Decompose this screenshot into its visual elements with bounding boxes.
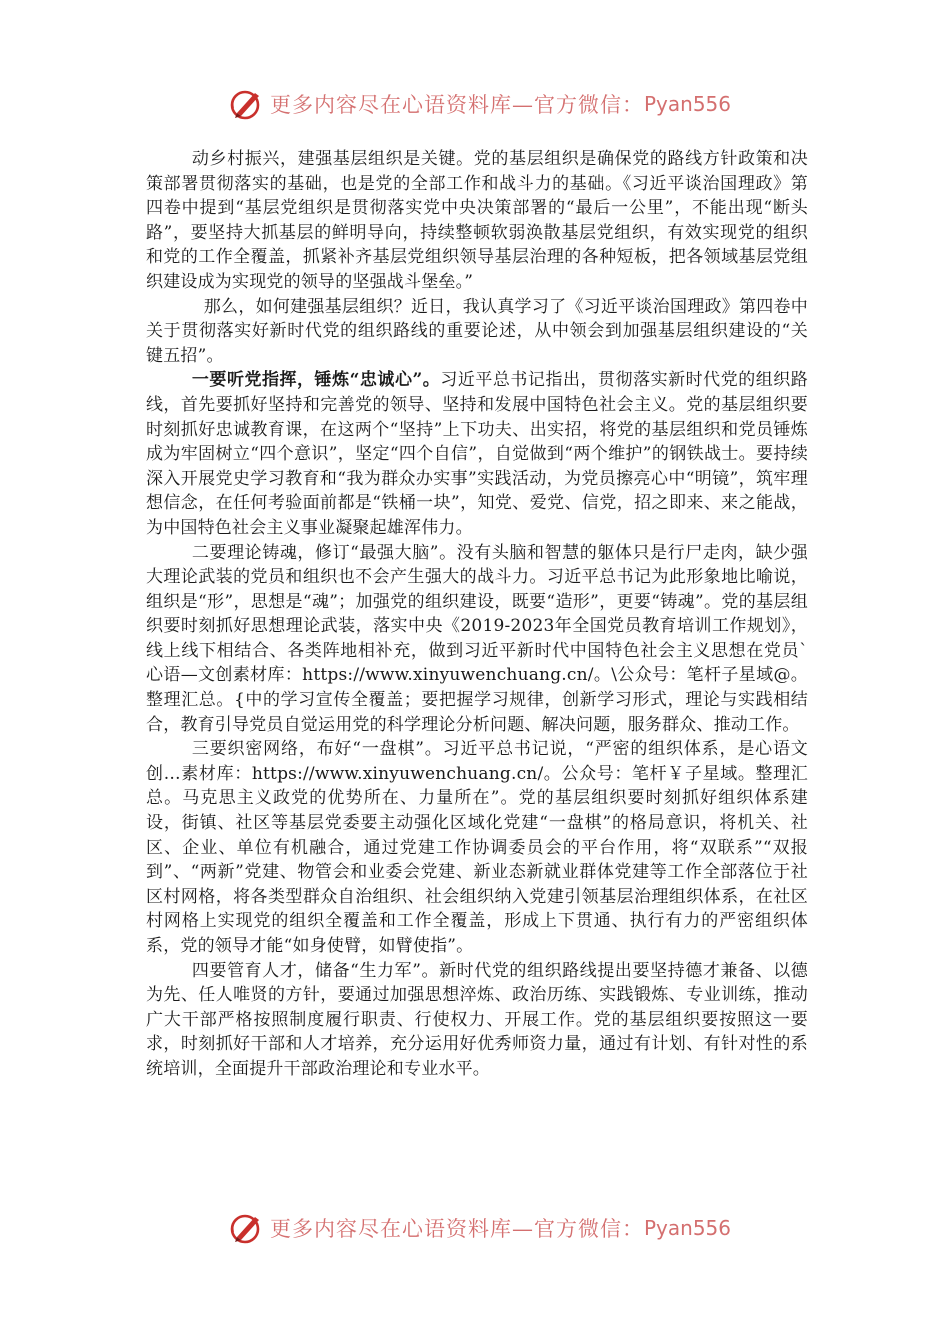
paragraph-text: 动乡村振兴，建强基层组织是关键。党的基层组织是确保党的路线方针政策和决策部署贯彻落实的基础，也是党的全部工作和战斗力的基础。《习近平谈治国理政》第四卷中提到“基层党组织是贯彻落实党中央决策部署的“最后一公里”，不能出现“断头路”，要坚持大抓基层的鲜明导向，持续整顿软弱涣散基层党组织，有效实现党的组织和党的工作全覆盖，抓紧补齐基层党组织领导基层治理的各种短板，把各领域基层党组织建设成为实现党的领导的坚强战斗堡垒。”: [146, 149, 808, 292]
pen-logo-icon: [228, 1210, 264, 1246]
paragraph-lead: 一要听党指挥，锤炼“忠诚心”。: [191, 370, 441, 391]
paragraph: [146, 737, 808, 958]
watermark-banner-top: [228, 84, 748, 124]
document-body: [146, 147, 808, 1082]
paragraph-text: 二要理论铸魂，修订“最强大脑”。没有头脑和智慧的躯体只是行尸走肉，缺少强大理论武装的党员和组织也不会产生强大的战斗力。习近平总书记为此形象地比喻说，组织是“形”，思想是“魂”；加强党的组织建设，既要“造形”，更要“铸魂”。党的基层组织要时刻抓好思想理论武装，落实中央《2019-2023年全国党员教育培训工作规划》，线上线下相结合、各类阵地相补充，做到习近平新时代中国特色社会主义思想在党员`心语—文创素材库：https://www.xinyuwenchuang.cn/。\公众号：笔杆子星域@。整理汇总。{中的学习宣传全覆盖；要把握学习规律，创新学习形式，理论与实践相结合，教育引导党员自觉运用党的科学理论分析问题、解决问题，服务群众、推动工作。: [146, 542, 808, 735]
paragraph-text: 三要织密网络，布好“一盘棋”。习近平总书记说，“严密的组织体系，是心语文创…素材库：https://www.xinyuwenchuang.cn/。公众号：笔杆￥子星域。整理汇总。马克思主义政党的优势所在、力量所在”。党的基层组织要时刻抓好组织体系建设，街镇、社区等基层党委要主动强化区域化党建“一盘棋”的格局意识，将机关、社区、企业、单位有机融合，通过党建工作协调委员会的平台作用，将“双联系”“双报到”、“两新”党建、物管会和业委会党建、新业态新就业群体党建等工作全部落位于社区村网格，将各类型群众自治组织、社会组织纳入党建引领基层治理组织体系，在社区村网格上实现党的组织全覆盖和工作全覆盖，形成上下贯通、执行有力的严密组织体系，党的领导才能“如身使臂，如臂使指”。: [146, 739, 808, 956]
paragraph-text: 那么，如何建强基层组织？近日，我认真学习了《习近平谈治国理政》第四卷中关于贯彻落实好新时代党的组织路线的重要论述，从中领会到加强基层组织建设的“关键五招”。: [146, 296, 808, 366]
paragraph: [146, 959, 808, 1082]
paragraph: [146, 147, 808, 295]
watermark-text: 更多内容尽在心语资料库—官方微信：: [270, 1217, 644, 1241]
pen-logo-icon: [228, 86, 264, 122]
watermark-text: 更多内容尽在心语资料库—官方微信：: [270, 93, 644, 117]
watermark-banner-bottom: [228, 1208, 748, 1248]
paragraph: [146, 541, 808, 738]
paragraph-text: 习近平总书记指出，贯彻落实新时代党的组织路线，首先要抓好坚持和完善党的领导、坚持和发展中国特色社会主义。党的基层组织要时刻抓好忠诚教育课，在这两个“坚持”上下功夫、出实招，将党的基层组织和党员锤炼成为牢固树立“四个意识”，坚定“四个自信”，自觉做到“两个维护”的钢铁战士。要持续深入开展党史学习教育和“我为群众办实事”实践活动，为党员擦亮心中“明镜”，筑牢理想信念，在任何考验面前都是“铁桶一块”，知党、爱党、信党，招之即来、来之能战，为中国特色社会主义事业凝聚起雄浑伟力。: [146, 370, 808, 538]
paragraph-text: 四要管育人才，储备“生力军”。新时代党的组织路线提出要坚持德才兼备、以德为先、任人唯贤的方针，要通过加强思想淬炼、政治历练、实践锻炼、专业训练，推动广大干部严格按照制度履行职责、行使权力、开展工作。党的基层组织要按照这一要求，时刻抓好干部和人才培养，充分运用好优秀师资力量，通过有计划、有针对性的系统培训，全面提升干部政治理论和专业水平。: [146, 960, 808, 1079]
watermark-wechat-id: Pyan556: [644, 92, 732, 116]
paragraph: [146, 295, 808, 369]
watermark-wechat-id: Pyan556: [644, 1216, 732, 1240]
paragraph: [146, 368, 808, 540]
